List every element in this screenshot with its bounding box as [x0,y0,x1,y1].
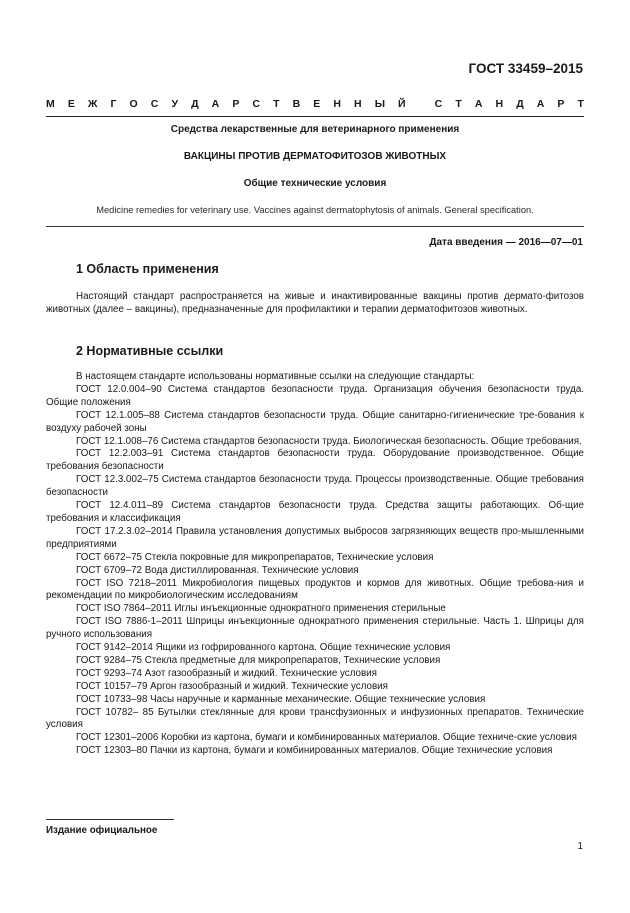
document-subject: Средства лекарственные для ветеринарного применения [170,124,460,135]
edition-label: Издание официальное [46,825,158,836]
interstate-letter: Е [313,98,321,110]
section-2-body [46,371,584,758]
interstate-letter: Т [455,98,462,110]
interstate-letter: Д [191,98,199,110]
normative-reference-item: ГОСТ 12.0.004–90 Система стандартов безопасности труда. Организация обучения безопасности труда. Общие положения [46,383,584,408]
normative-reference-item: ГОСТ 9284–75 Стекла предметные для микропрепаратов, Технические условия [76,654,441,666]
normative-reference-item: ГОСТ 6709–72 Вода дистиллированная. Технические условия [76,564,359,576]
normative-reference-item: ГОСТ 12.2.003–91 Система стандартов безопасности труда. Оборудование производственное. Общие требования безопасности [46,448,584,473]
interstate-letter: У [171,98,178,110]
english-title: Medicine remedies for veterinary use. Vaccines against dermatophytosis of animals. General specification. [96,205,534,215]
normative-reference-item: ГОСТ 12.1.005–88 Система стандартов безопасности труда. Общие санитарно-гигиенические тре-бования к воздуху рабочей зоны [46,409,584,434]
normative-reference-item: ГОСТ 10782– 85 Бутылки стеклянные для крови трансфузионных и инфузионных препаратов. Технические условия [46,706,584,731]
interstate-letter: А [536,98,545,110]
interstate-letter: С [434,98,443,110]
section-2-heading: 2 Нормативные ссылки [76,344,224,358]
document-subtitle: Общие технические условия [243,178,387,189]
normative-reference-item: ГОСТ 17.2.3.02–2014 Правила установления допустимых выбросов загрязняющих веществ про-мышленными предприятиями [46,525,584,550]
normative-reference-item: ГОСТ 10733–98 Часы наручные и карманные механические. Общие технические условия [76,693,486,705]
interstate-standard-label [46,98,584,110]
normative-reference-item: ГОСТ 12301–2006 Коробки из картона, бумаги и комбинированных материалов. Общие техниче-ские условия [76,732,577,744]
interstate-letter: Е [67,98,75,110]
section-1-paragraph: Настоящий стандарт распространяется на живые и инактивированные вакцины против дермато-фитозов животных (далее – вакцины), предназначенные для профилактики и терапии дерматофитозов животных. [46,291,584,315]
normative-reference-item: ГОСТ 9293–74 Азот газообразный и жидкий. Технические условия [76,667,377,679]
normative-reference-item: ГОСТ 6672–75 Стекла покровные для микропрепаратов, Технические условия [76,551,434,563]
normative-reference-item: ГОСТ 12.1.008–76 Система стандартов безопасности труда. Биологическая безопасность. Общие требования. [76,435,582,447]
document-title: ВАКЦИНЫ ПРОТИВ ДЕРМАТОФИТОЗОВ ЖИВОТНЫХ [183,151,447,162]
interstate-letter: Р [557,98,565,110]
interstate-letter: Г [110,98,117,110]
interstate-letter: Д [516,98,524,110]
interstate-letter: Н [333,98,341,110]
normative-reference-item: ГОСТ ISO 7218–2011 Микробиология пищевых продуктов и кормов для животных. Общие требова-ния и рекомендации по микробиологическим исследованиям [46,577,584,602]
interstate-letter: С [150,98,159,110]
normative-reference-item: ГОСТ 9142–2014 Ящики из гофрированного картона. Общие технические условия [76,642,451,654]
normative-reference-item: ГОСТ 12.4.011–89 Система стандартов безопасности труда. Средства защиты работающих. Об-щие требования и классификация [46,500,584,524]
interstate-letter: Р [232,98,240,110]
interstate-letter: Й [398,98,406,110]
normative-reference-item: ГОСТ ISO 7886-1–2011 Шприцы инъекционные однократного применения стерильные. Часть 1. Шприцы для ручного использования [46,616,584,641]
interstate-letter: Ы [374,98,385,110]
interstate-letter: Н [354,98,362,110]
interstate-letter: С [252,98,260,110]
header-rule [46,116,584,117]
interstate-letter: Т [577,98,584,110]
section-1-heading: 1 Область применения [76,262,219,276]
interstate-letter: В [292,98,301,110]
normative-reference-item: ГОСТ ISO 7864–2011 Иглы инъекционные однократного применения стерильные [76,603,446,615]
interstate-letter: А [474,98,483,110]
normative-reference-item: ГОСТ 10157–79 Аргон газообразный и жидкий. Технические условия [76,680,388,692]
interstate-letter: М [46,98,55,110]
page-number: 1 [577,841,583,852]
introduction-date: Дата введения — 2016—07—01 [429,237,583,248]
normative-reference-item: В настоящем стандарте использованы нормативные ссылки на следующие стандарты: [76,371,475,382]
normative-reference-item: ГОСТ 12.3.002–75 Система стандартов безопасности труда. Процессы производственные. Общие требования безопасности [46,474,584,499]
interstate-letter: Т [273,98,280,110]
standard-number: ГОСТ 33459–2015 [468,61,583,76]
interstate-letter: Н [495,98,504,110]
normative-reference-item: ГОСТ 12303–80 Пачки из картона, бумаги и комбинированных материалов. Общие технические условия [76,745,553,757]
interstate-letter: О [129,98,138,110]
interstate-letter [419,98,422,110]
footer-rule [46,819,174,820]
interstate-letter: Ж [87,98,98,110]
title-rule [46,226,584,227]
interstate-letter: А [211,98,220,110]
section-1-body [46,291,584,317]
